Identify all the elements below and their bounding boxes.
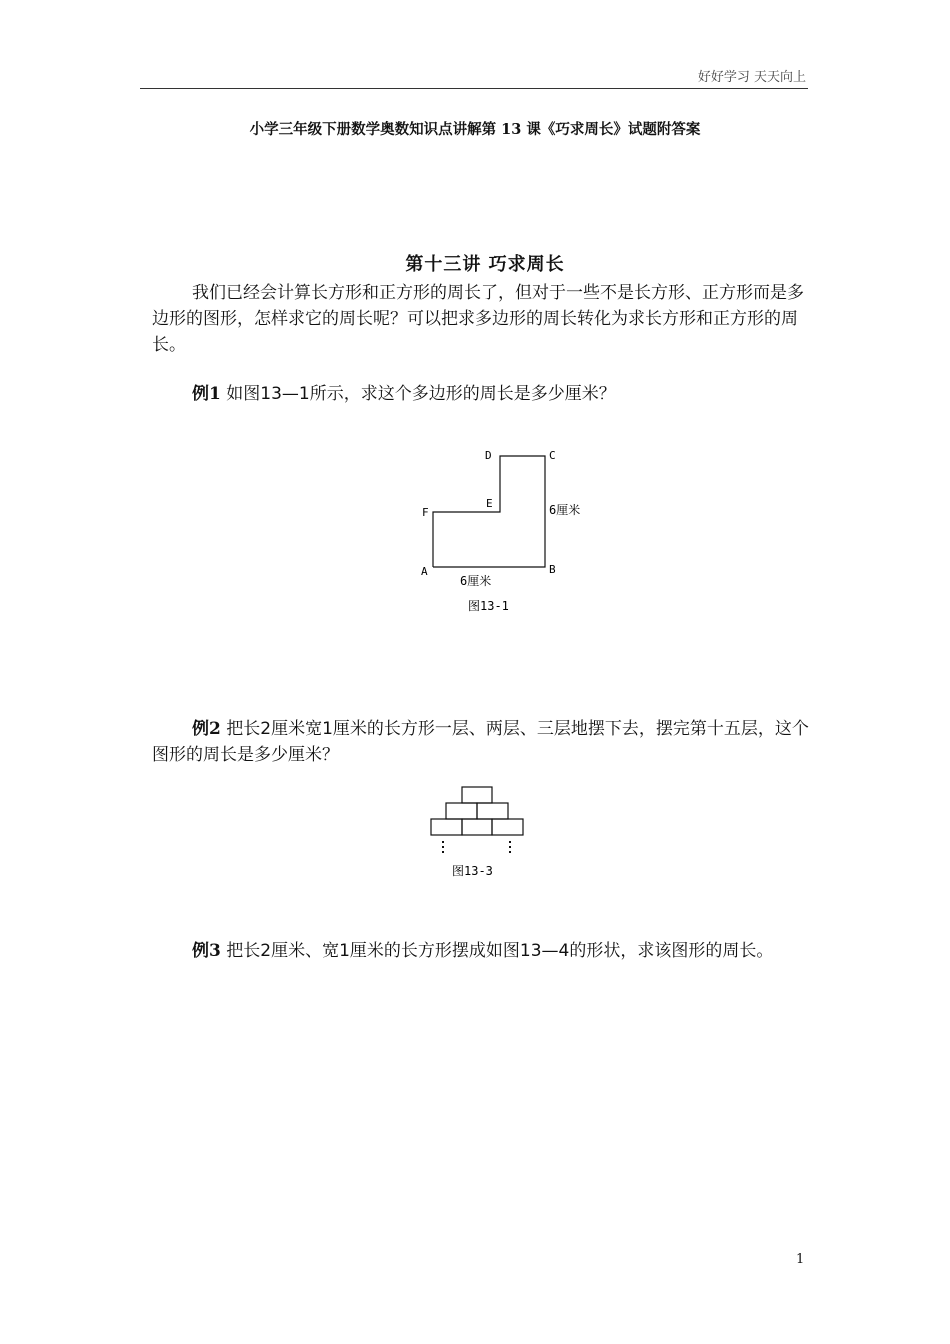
figure-13-1	[410, 440, 600, 620]
point-c-label: C	[549, 449, 556, 462]
example3-text: 把长2厘米、宽1厘米的长方形摆成如图13—4的形状，求该图形的周长。	[220, 941, 774, 961]
example2-text: 把长2厘米宽1厘米的长方形一层、两层、三层地摆下去，摆完第十五层，这个图形的周长是多少厘米？	[152, 719, 809, 765]
brick-stack	[431, 787, 523, 835]
polygon-outline	[433, 456, 545, 567]
brick-row2	[477, 803, 508, 819]
page-header	[140, 66, 808, 89]
example2-label: 例2	[192, 719, 221, 739]
point-d-label: D	[485, 449, 492, 462]
point-a-label: A	[421, 565, 428, 578]
page-number: 1	[796, 1252, 805, 1267]
brick-row3	[462, 819, 492, 835]
continuation-dots	[442, 841, 511, 853]
intro-paragraph: 我们已经会计算长方形和正方形的周长了，但对于一些不是长方形、正方形而是多边形的图形，怎样求它的周长呢？可以把求多边形的周长转化为求长方形和正方形的周长。	[152, 283, 804, 355]
example2	[152, 716, 812, 768]
side-length-label: 6厘米	[549, 503, 581, 517]
lecture-title: 第十三讲 巧求周长	[405, 254, 565, 275]
example1-text: 如图13—1所示，求这个多边形的周长是多少厘米？	[220, 384, 616, 404]
figure-13-1-caption: 图13-1	[468, 599, 509, 613]
point-e-label: E	[486, 497, 493, 510]
example1-label: 例1	[192, 384, 221, 404]
point-f-label: F	[422, 506, 429, 519]
point-b-label: B	[549, 563, 556, 576]
brick-row2	[446, 803, 477, 819]
figure-13-3-caption: 图13-3	[452, 864, 493, 878]
example1	[192, 381, 852, 407]
example3-label: 例3	[192, 941, 221, 961]
example3	[152, 938, 812, 964]
brick-row3	[492, 819, 523, 835]
document-title: 小学三年级下册数学奥数知识点讲解第 13 课《巧求周长》试题附答案	[249, 121, 701, 138]
bottom-length-label: 6厘米	[460, 574, 492, 588]
header-motto: 好好学习 天天向上	[697, 70, 806, 85]
brick-row1	[462, 787, 492, 803]
figure-13-3	[425, 782, 535, 882]
brick-row3	[431, 819, 462, 835]
